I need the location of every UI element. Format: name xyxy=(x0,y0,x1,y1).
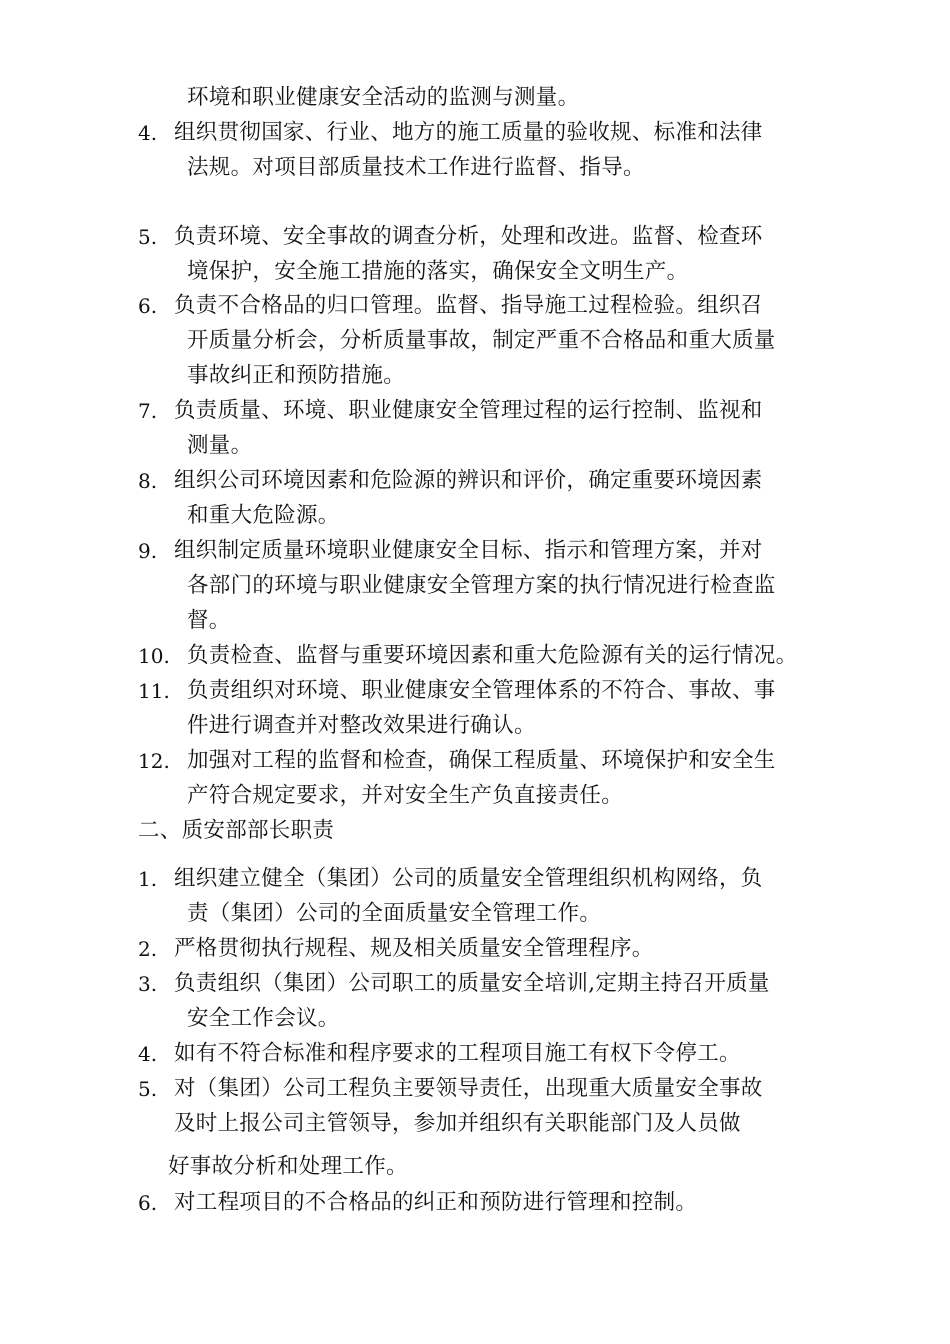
text-line: 负责不合格品的归口管理。监督、指导施工过程检验。组织召 xyxy=(174,293,763,318)
list-number: 4. xyxy=(138,1042,158,1066)
text-line: 组织公司环境因素和危险源的辨识和评价，确定重要环境因素 xyxy=(174,468,763,493)
list-number: 3. xyxy=(138,972,158,996)
text-line: 责（集团）公司的全面质量安全管理工作。 xyxy=(187,901,602,926)
text-line: 负责环境、安全事故的调查分析，处理和改进。监督、检查环 xyxy=(174,224,763,249)
list-number: 10. xyxy=(138,644,170,668)
text-line: 测量。 xyxy=(187,433,253,458)
text-line: 如有不符合标准和程序要求的工程项目施工有权下令停工。 xyxy=(174,1041,741,1066)
text-line: 负责组织对环境、职业健康安全管理体系的不符合、事故、事 xyxy=(187,678,776,703)
list-number: 5. xyxy=(138,1077,158,1101)
text-line: 和重大危险源。 xyxy=(187,503,340,528)
text-line: 加强对工程的监督和检查，确保工程质量、环境保护和安全生 xyxy=(187,748,776,773)
text-line: 负责检查、监督与重要环境因素和重大危险源有关的运行情况。 xyxy=(187,643,798,668)
list-number: 11. xyxy=(138,679,170,703)
list-number: 1. xyxy=(138,867,158,891)
list-number: 6. xyxy=(138,294,158,318)
text-line: 对工程项目的不合格品的纠正和预防进行管理和控制。 xyxy=(174,1190,698,1215)
list-number: 8. xyxy=(138,469,158,493)
text-line: 负责组织（集团）公司职工的质量安全培训,定期主持召开质量 xyxy=(174,971,770,996)
text-line: 环境和职业健康安全活动的监测与测量。 xyxy=(187,85,580,110)
list-number: 6. xyxy=(138,1191,158,1215)
list-number: 12. xyxy=(138,749,170,773)
list-number: 4. xyxy=(138,121,158,145)
text-line: 产符合规定要求，并对安全生产负直接责任。 xyxy=(187,783,624,808)
text-line: 法规。对项目部质量技术工作进行监督、指导。 xyxy=(187,155,645,180)
section-heading: 二、质安部部长职责 xyxy=(138,818,335,843)
text-line: 严格贯彻执行规程、规及相关质量安全管理程序。 xyxy=(174,936,654,961)
text-line: 件进行调查并对整改效果进行确认。 xyxy=(187,713,536,738)
text-line: 组织制定质量环境职业健康安全目标、指示和管理方案，并对 xyxy=(174,538,763,563)
text-line: 督。 xyxy=(187,608,231,633)
text-line: 好事故分析和处理工作。 xyxy=(168,1154,408,1179)
list-number: 9. xyxy=(138,539,158,563)
text-line: 组织贯彻国家、行业、地方的施工质量的验收规、标准和法律 xyxy=(174,120,763,145)
list-number: 2. xyxy=(138,937,158,961)
text-line: 开质量分析会，分析质量事故，制定严重不合格品和重大质量 xyxy=(187,328,776,353)
list-number: 7. xyxy=(138,399,158,423)
text-line: 及时上报公司主管领导，参加并组织有关职能部门及人员做 xyxy=(174,1111,741,1136)
text-line: 事故纠正和预防措施。 xyxy=(187,363,406,388)
text-line: 组织建立健全（集团）公司的质量安全管理组织机构网络，负 xyxy=(174,866,763,891)
text-line: 安全工作会议。 xyxy=(187,1006,340,1031)
list-number: 5. xyxy=(138,225,158,249)
text-line: 对（集团）公司工程负主要领导责任，出现重大质量安全事故 xyxy=(174,1076,763,1101)
text-line: 负责质量、环境、职业健康安全管理过程的运行控制、监视和 xyxy=(174,398,763,423)
text-line: 各部门的环境与职业健康安全管理方案的执行情况进行检查监 xyxy=(187,573,776,598)
text-line: 境保护，安全施工措施的落实，确保安全文明生产。 xyxy=(187,259,689,284)
